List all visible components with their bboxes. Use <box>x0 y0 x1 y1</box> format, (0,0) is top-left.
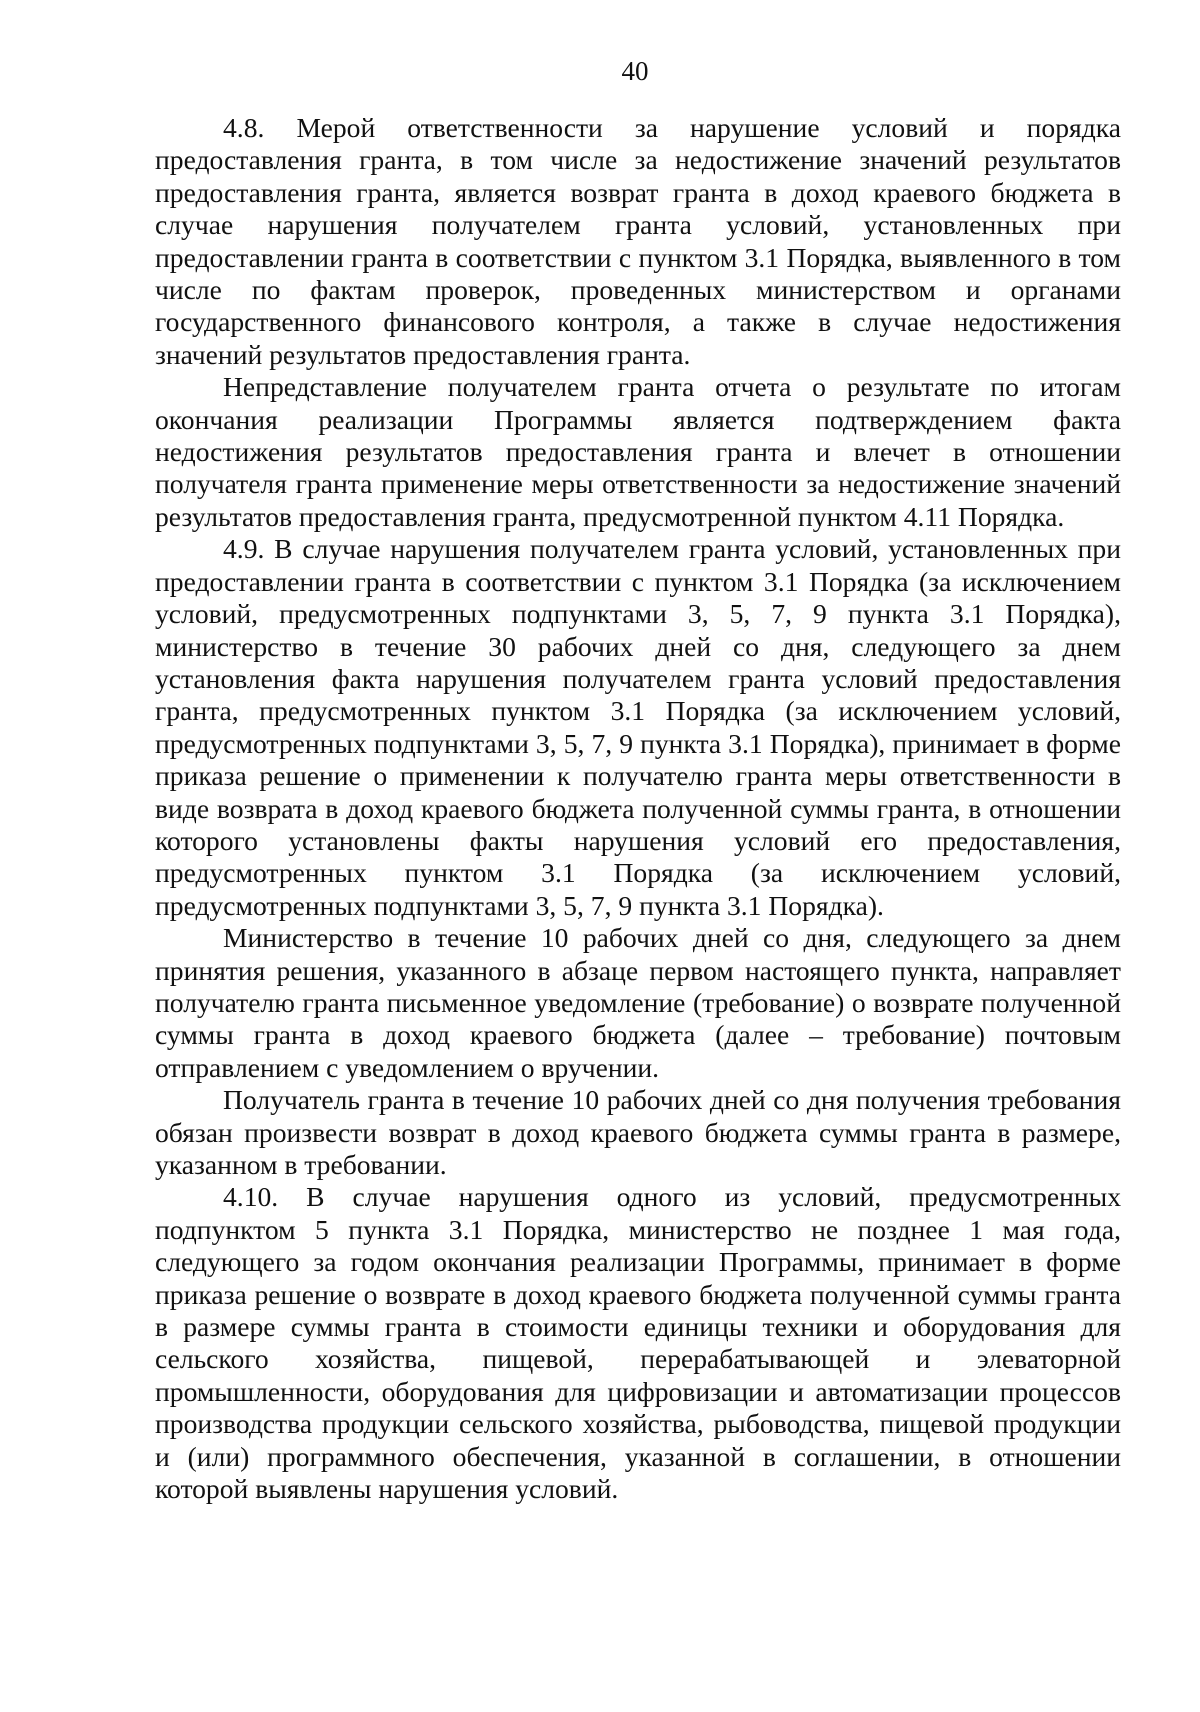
paragraph-4-10: 4.10. В случае нарушения одного из условий, предусмотренных подпунктом 5 пункта 3.1 Порядка, министерство не позднее 1 мая года, следующего за годом окончания реализации Программы, принимает в форме приказа решение о возврате в доход краевого бюджета полученной суммы гранта в размере суммы гранта в стоимости единицы техники и оборудования для сельского хозяйства, пищевой, перерабатывающей и элеваторной промышленности, оборудования для цифровизации и автоматизации процессов производства продукции сельского хозяйства, рыбоводства, пищевой продукции и (или) программного обеспечения, указанной в соглашении, в отношении которой выявлены нарушения условий. <box>155 1181 1121 1505</box>
paragraph-ministry-notice: Министерство в течение 10 рабочих дней со дня, следующего за днем принятия решения, указанного в абзаце первом настоящего пункта, направляет получателю гранта письменное уведомление (требование) о возврате полученной суммы гранта в доход краевого бюджета (далее – требование) почтовым отправлением с уведомлением о вручении. <box>155 922 1121 1083</box>
page-number: 40 <box>621 56 649 86</box>
paragraph-4-9: 4.9. В случае нарушения получателем гранта условий, установленных при предоставлении гранта в соответствии с пунктом 3.1 Порядка (за исключением условий, предусмотренных подпунктами 3, 5, 7, 9 пункта 3.1 Порядка), министерство в течение 30 рабочих дней со дня, следующего за днем установления факта нарушения получателем гранта условий предоставления гранта, предусмотренных пунктом 3.1 Порядка (за исключением условий, предусмотренных подпунктами 3, 5, 7, 9 пункта 3.1 Порядка), принимает в форме приказа решение о применении к получателю гранта меры ответственности в виде возврата в доход краевого бюджета полученной суммы гранта, в отношении которого установлены факты нарушения условий его предоставления, предусмотренных пунктом 3.1 Порядка (за исключением условий, предусмотренных подпунктами 3, 5, 7, 9 пункта 3.1 Порядка). <box>155 533 1121 921</box>
paragraph-non-submission: Непредставление получателем гранта отчета о результате по итогам окончания реализации Программы является подтверждением факта недостижения результатов предоставления гранта и влечет в отношении получателя гранта применение меры ответственности за недостижение значений результатов предоставления гранта, предусмотренной пунктом 4.11 Порядка. <box>155 371 1121 532</box>
document-body <box>155 112 1121 1505</box>
paragraph-recipient-return: Получатель гранта в течение 10 рабочих дней со дня получения требования обязан произвести возврат в доход краевого бюджета суммы гранта в размере, указанном в требовании. <box>155 1084 1121 1180</box>
paragraph-4-8: 4.8. Мерой ответственности за нарушение условий и порядка предоставления гранта, в том числе за недостижение значений результатов предоставления гранта, является возврат гранта в доход краевого бюджета в случае нарушения получателем гранта условий, установленных при предоставлении гранта в соответствии с пунктом 3.1 Порядка, выявленного в том числе по фактам проверок, проведенных министерством и органами государственного финансового контроля, а также в случае недостижения значений результатов предоставления гранта. <box>155 112 1121 370</box>
